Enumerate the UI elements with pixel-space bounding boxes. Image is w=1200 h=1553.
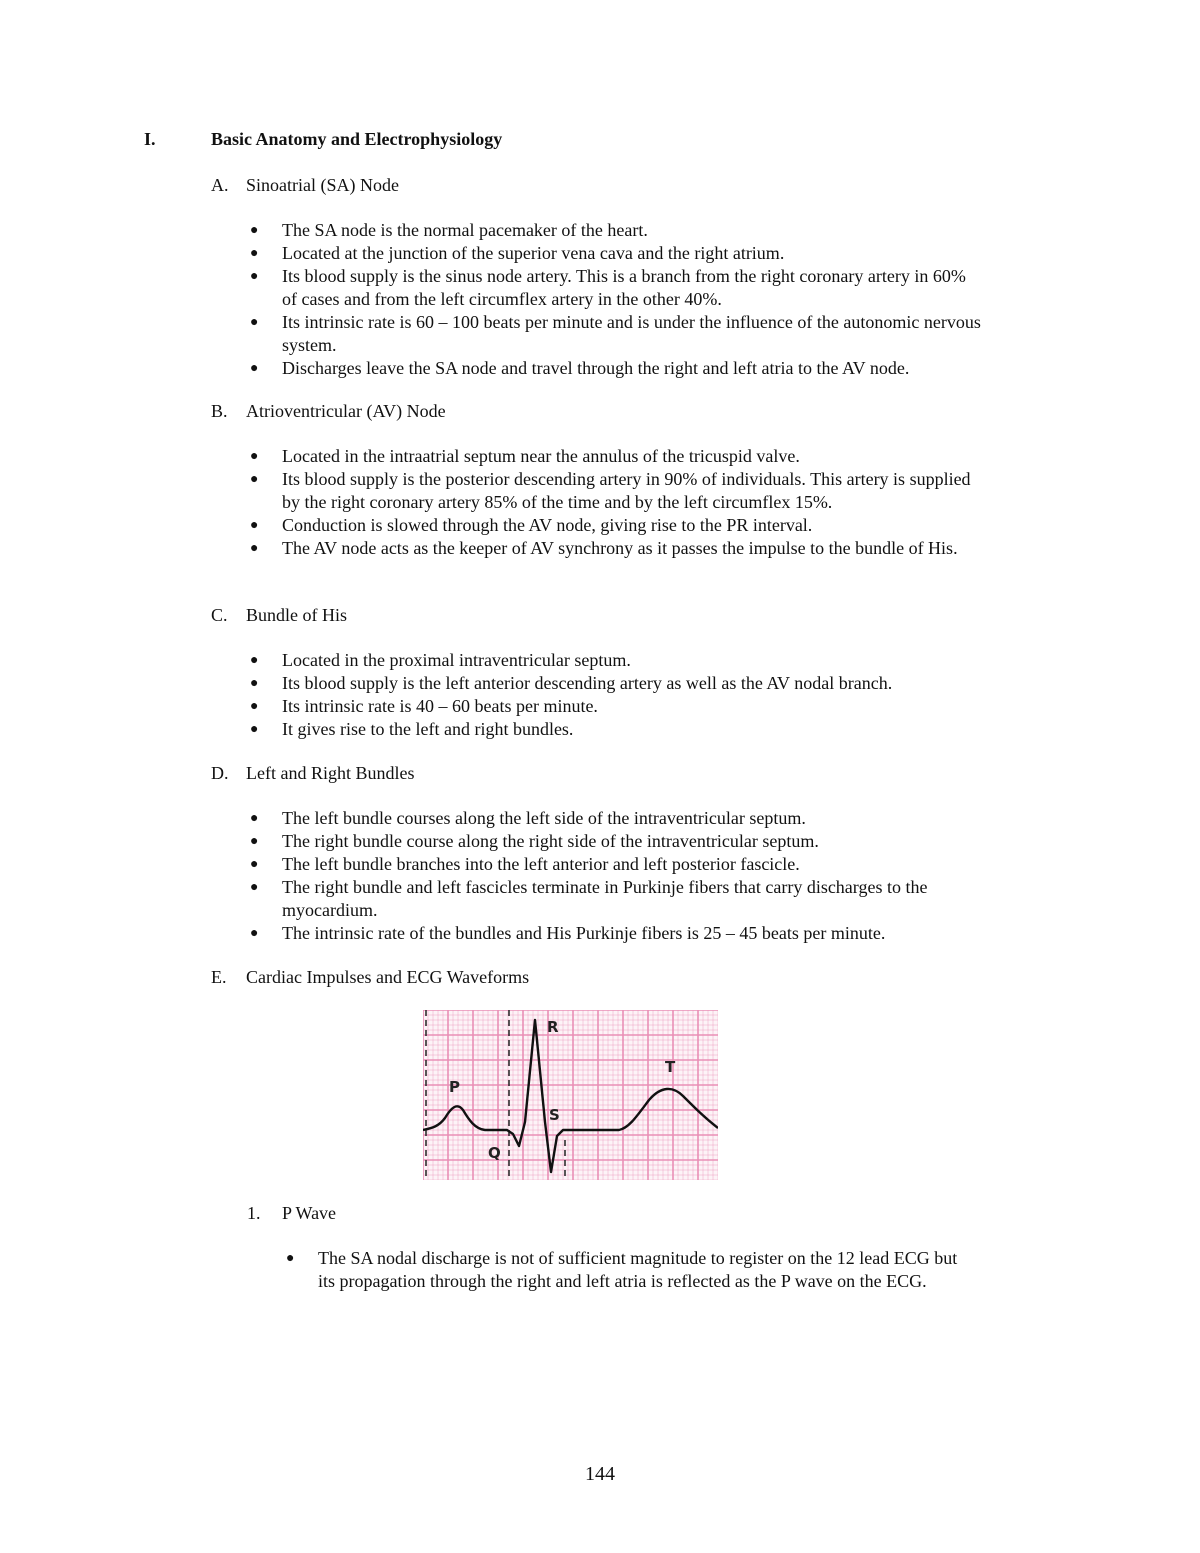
section-letter: D.	[211, 763, 229, 783]
list-item: ● Located in the proximal intraventricular septum.	[250, 650, 631, 670]
list-item: ● The SA node is the normal pacemaker of the heart.	[250, 220, 648, 240]
bullet-icon: ●	[250, 926, 259, 941]
section-letter: C.	[211, 605, 228, 625]
list-item: ● Its intrinsic rate is 40 – 60 beats per minute.	[250, 696, 598, 716]
list-item: ● Located at the junction of the superior vena cava and the right atrium.	[250, 243, 785, 263]
bullet-icon: ●	[250, 834, 259, 849]
list-item: ● The right bundle and left fascicles terminate in Purkinje fibers that carry discharges to the myocardium.	[250, 877, 928, 920]
bullet-icon: ●	[250, 857, 259, 872]
section-label: Atrioventricular (AV) Node	[246, 401, 446, 421]
bullet-icon: ●	[250, 246, 259, 261]
bullet-icon: ●	[250, 880, 259, 895]
bullet-icon: ●	[250, 811, 259, 826]
list-item: ● The left bundle courses along the left side of the intraventricular septum.	[250, 808, 806, 828]
list-item: ● Its blood supply is the left anterior descending artery as well as the AV nodal branch.	[250, 673, 893, 693]
section-av-node	[211, 400, 1011, 560]
heading-title: Basic Anatomy and Electrophysiology	[211, 129, 503, 149]
ecg-label-t: T	[665, 1058, 676, 1076]
bullet-icon: ●	[250, 541, 259, 556]
subsection-title	[247, 1202, 1007, 1225]
section-label: Bundle of His	[246, 605, 347, 625]
ecg-label-p: P	[449, 1078, 460, 1096]
bullet-list	[211, 649, 1011, 741]
list-item: ● Its intrinsic rate is 60 – 100 beats per minute and is under the influence of the autonomic nervous system.	[250, 312, 981, 355]
section-label: Left and Right Bundles	[246, 763, 415, 783]
bullet-icon: ●	[250, 676, 259, 691]
subsection-number: 1.	[247, 1203, 261, 1223]
section-title	[211, 762, 1011, 785]
bullet-icon: ●	[250, 472, 259, 487]
bullet-icon: ●	[250, 699, 259, 714]
bullet-icon: ●	[250, 722, 259, 737]
section-label: Sinoatrial (SA) Node	[246, 175, 399, 195]
bullet-icon: ●	[250, 361, 259, 376]
section-title	[211, 604, 1011, 627]
section-ecg-waveforms	[211, 966, 1011, 989]
ecg-label-r: R	[547, 1018, 559, 1036]
list-item: ● The left bundle branches into the left anterior and left posterior fascicle.	[250, 854, 800, 874]
bullet-icon: ●	[250, 449, 259, 464]
bullet-icon: ●	[250, 518, 259, 533]
subsection-p-wave	[247, 1202, 1007, 1293]
ecg-waveform-figure	[423, 1010, 718, 1180]
list-item: ● Its blood supply is the sinus node artery. This is a branch from the right coronary artery in 60% of cases and from the left circumflex artery in the other 40%.	[250, 266, 966, 309]
heading-number: I.	[144, 129, 156, 149]
ecg-label-s: S	[549, 1106, 560, 1124]
subsection-label: P Wave	[282, 1203, 337, 1223]
bullet-list	[247, 1247, 1007, 1293]
list-item: ● The SA nodal discharge is not of sufficient magnitude to register on the 12 lead ECG but its propagation through the right and left atria is reflected as the P wave on the ECG.	[286, 1248, 958, 1291]
section-title	[211, 174, 1011, 197]
bullet-list	[211, 807, 1011, 945]
list-item: ● The AV node acts as the keeper of AV synchrony as it passes the impulse to the bundle of His.	[250, 538, 958, 558]
list-item: ● Its blood supply is the posterior descending artery in 90% of individuals. This artery is supplied by the right coronary artery 85% of the time and by the left circumflex 15%.	[250, 469, 971, 512]
list-item: ● Conduction is slowed through the AV node, giving rise to the PR interval.	[250, 515, 813, 535]
section-title	[211, 400, 1011, 423]
section-letter: A.	[211, 175, 229, 195]
section-label: Cardiac Impulses and ECG Waveforms	[246, 967, 530, 987]
section-letter: B.	[211, 401, 228, 421]
bullet-list	[211, 445, 1011, 560]
bullet-icon: ●	[286, 1251, 295, 1266]
bullet-icon: ●	[250, 269, 259, 284]
bullet-icon: ●	[250, 315, 259, 330]
list-item: ● Located in the intraatrial septum near the annulus of the tricuspid valve.	[250, 446, 800, 466]
list-item: ● Discharges leave the SA node and travel through the right and left atria to the AV node.	[250, 358, 910, 378]
section-sa-node	[211, 174, 1011, 380]
ecg-label-q: Q	[488, 1144, 501, 1162]
bullet-icon: ●	[250, 223, 259, 238]
list-item: ● The intrinsic rate of the bundles and His Purkinje fibers is 25 – 45 beats per minute.	[250, 923, 886, 943]
list-item: ● The right bundle course along the right side of the intraventricular septum.	[250, 831, 819, 851]
section-left-right-bundles	[211, 762, 1011, 945]
section-title	[211, 966, 1011, 989]
section-letter: E.	[211, 967, 227, 987]
bullet-list	[211, 219, 1011, 380]
section-bundle-of-his	[211, 604, 1011, 741]
bullet-icon: ●	[250, 653, 259, 668]
page-number: 144	[585, 1463, 615, 1485]
list-item: ● It gives rise to the left and right bundles.	[250, 719, 574, 739]
